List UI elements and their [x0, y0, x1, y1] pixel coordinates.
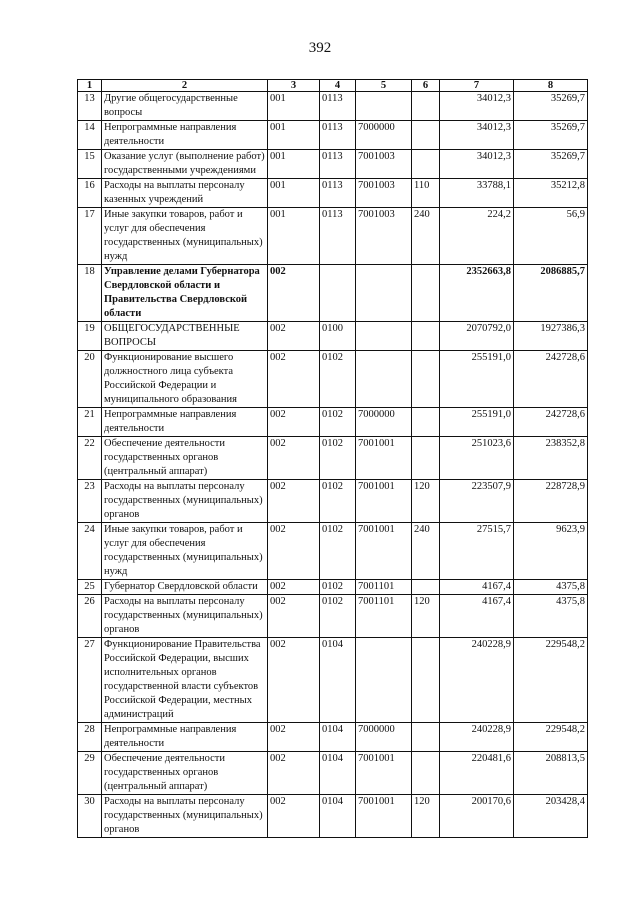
code-target	[356, 351, 412, 408]
code-expense-type: 120	[412, 595, 440, 638]
row-name: Оказание услуг (выполнение работ) государственными учреждениями	[102, 150, 268, 179]
row-name: Непрограммные направления деятельности	[102, 408, 268, 437]
column-header: 8	[514, 80, 588, 92]
amount-col7: 27515,7	[440, 523, 514, 580]
code-expense-type: 110	[412, 179, 440, 208]
code-target: 7001001	[356, 795, 412, 838]
code-target: 7000000	[356, 723, 412, 752]
page-number: 392	[308, 40, 332, 56]
row-number: 16	[78, 179, 102, 208]
amount-col7: 224,2	[440, 208, 514, 265]
code-ministry: 002	[268, 752, 320, 795]
row-name: Управление делами Губернатора Свердловской области и Правительства Свердловской области	[102, 265, 268, 322]
code-section: 0102	[320, 480, 356, 523]
amount-col8: 238352,8	[514, 437, 588, 480]
row-number: 26	[78, 595, 102, 638]
code-expense-type	[412, 638, 440, 723]
amount-col7: 255191,0	[440, 408, 514, 437]
amount-col7: 200170,6	[440, 795, 514, 838]
code-ministry: 002	[268, 795, 320, 838]
row-number: 19	[78, 322, 102, 351]
amount-col7: 4167,4	[440, 595, 514, 638]
row-name: Расходы на выплаты персоналу государственных (муниципальных) органов	[102, 595, 268, 638]
amount-col8: 4375,8	[514, 580, 588, 595]
row-number: 23	[78, 480, 102, 523]
amount-col8: 9623,9	[514, 523, 588, 580]
row-name: Обеспечение деятельности государственных органов (центральный аппарат)	[102, 752, 268, 795]
row-number: 27	[78, 638, 102, 723]
code-expense-type	[412, 351, 440, 408]
amount-col7: 34012,3	[440, 150, 514, 179]
code-section	[320, 265, 356, 322]
amount-col7: 2070792,0	[440, 322, 514, 351]
table-row	[78, 121, 588, 150]
row-name: Иные закупки товаров, работ и услуг для обеспечения государственных (муниципальных) нужд	[102, 523, 268, 580]
row-name: Другие общегосударственные вопросы	[102, 92, 268, 121]
code-section: 0100	[320, 322, 356, 351]
code-section: 0113	[320, 121, 356, 150]
code-expense-type: 120	[412, 795, 440, 838]
table-row	[78, 179, 588, 208]
code-expense-type	[412, 723, 440, 752]
code-section: 0104	[320, 795, 356, 838]
code-ministry: 001	[268, 92, 320, 121]
row-name: Обеспечение деятельности государственных органов (центральный аппарат)	[102, 437, 268, 480]
amount-col7: 34012,3	[440, 92, 514, 121]
code-ministry: 001	[268, 121, 320, 150]
code-ministry: 002	[268, 595, 320, 638]
code-target: 7001001	[356, 523, 412, 580]
code-ministry: 002	[268, 523, 320, 580]
row-name: Функционирование Правительства Российской Федерации, высших исполнительных органов государственной власти субъектов Российской Федерации, местных администраций	[102, 638, 268, 723]
code-target: 7001101	[356, 595, 412, 638]
code-expense-type	[412, 150, 440, 179]
code-section: 0102	[320, 351, 356, 408]
code-target: 7000000	[356, 408, 412, 437]
column-header: 4	[320, 80, 356, 92]
amount-col7: 33788,1	[440, 179, 514, 208]
row-name: Губернатор Свердловской области	[102, 580, 268, 595]
code-section: 0104	[320, 752, 356, 795]
table-row	[78, 795, 588, 838]
code-target	[356, 265, 412, 322]
row-number: 22	[78, 437, 102, 480]
code-target: 7000000	[356, 121, 412, 150]
amount-col8: 228728,9	[514, 480, 588, 523]
amount-col7: 220481,6	[440, 752, 514, 795]
row-name: Расходы на выплаты персоналу государственных (муниципальных) органов	[102, 795, 268, 838]
amount-col8: 242728,6	[514, 351, 588, 408]
code-expense-type	[412, 92, 440, 121]
column-header: 1	[78, 80, 102, 92]
amount-col7: 2352663,8	[440, 265, 514, 322]
code-expense-type	[412, 580, 440, 595]
column-header: 3	[268, 80, 320, 92]
table-row	[78, 150, 588, 179]
amount-col8: 35269,7	[514, 121, 588, 150]
row-number: 13	[78, 92, 102, 121]
table-row	[78, 580, 588, 595]
code-expense-type	[412, 322, 440, 351]
amount-col8: 242728,6	[514, 408, 588, 437]
table-row	[78, 480, 588, 523]
row-number: 18	[78, 265, 102, 322]
table-row	[78, 408, 588, 437]
row-number: 28	[78, 723, 102, 752]
amount-col8: 2086885,7	[514, 265, 588, 322]
code-expense-type	[412, 437, 440, 480]
row-name: Непрограммные направления деятельности	[102, 121, 268, 150]
code-expense-type	[412, 408, 440, 437]
code-expense-type	[412, 752, 440, 795]
code-ministry: 002	[268, 437, 320, 480]
code-ministry: 002	[268, 408, 320, 437]
code-target: 7001003	[356, 208, 412, 265]
row-name: Непрограммные направления деятельности	[102, 723, 268, 752]
code-target: 7001001	[356, 480, 412, 523]
row-number: 14	[78, 121, 102, 150]
table-row	[78, 752, 588, 795]
code-target: 7001001	[356, 437, 412, 480]
code-ministry: 001	[268, 150, 320, 179]
table-row	[78, 92, 588, 121]
row-number: 30	[78, 795, 102, 838]
table-row	[78, 523, 588, 580]
table-row	[78, 595, 588, 638]
code-ministry: 002	[268, 580, 320, 595]
row-number: 29	[78, 752, 102, 795]
amount-col8: 229548,2	[514, 723, 588, 752]
code-expense-type	[412, 265, 440, 322]
row-name: Функционирование высшего должностного лица субъекта Российской Федерации и муниципального образования	[102, 351, 268, 408]
code-section: 0113	[320, 92, 356, 121]
budget-table	[77, 79, 588, 838]
code-ministry: 001	[268, 208, 320, 265]
column-header: 6	[412, 80, 440, 92]
header-row	[78, 80, 588, 92]
code-target	[356, 638, 412, 723]
code-ministry: 001	[268, 179, 320, 208]
row-number: 20	[78, 351, 102, 408]
amount-col7: 34012,3	[440, 121, 514, 150]
code-target	[356, 92, 412, 121]
row-number: 21	[78, 408, 102, 437]
amount-col7: 255191,0	[440, 351, 514, 408]
code-section: 0102	[320, 437, 356, 480]
amount-col8: 4375,8	[514, 595, 588, 638]
column-header: 5	[356, 80, 412, 92]
code-ministry: 002	[268, 480, 320, 523]
code-section: 0113	[320, 150, 356, 179]
code-target: 7001001	[356, 752, 412, 795]
amount-col8: 1927386,3	[514, 322, 588, 351]
code-section: 0104	[320, 638, 356, 723]
code-section: 0102	[320, 595, 356, 638]
code-ministry: 002	[268, 265, 320, 322]
amount-col8: 56,9	[514, 208, 588, 265]
code-ministry: 002	[268, 638, 320, 723]
table-row	[78, 638, 588, 723]
code-section: 0102	[320, 523, 356, 580]
amount-col7: 240228,9	[440, 723, 514, 752]
table-row	[78, 723, 588, 752]
code-expense-type: 240	[412, 523, 440, 580]
table-row	[78, 351, 588, 408]
amount-col7: 4167,4	[440, 580, 514, 595]
row-number: 24	[78, 523, 102, 580]
code-expense-type: 120	[412, 480, 440, 523]
table-row	[78, 265, 588, 322]
amount-col8: 35269,7	[514, 92, 588, 121]
code-expense-type	[412, 121, 440, 150]
code-target: 7001101	[356, 580, 412, 595]
code-ministry: 002	[268, 322, 320, 351]
row-number: 15	[78, 150, 102, 179]
amount-col8: 208813,5	[514, 752, 588, 795]
row-name: ОБЩЕГОСУДАРСТВЕННЫЕ ВОПРОСЫ	[102, 322, 268, 351]
table-row	[78, 322, 588, 351]
code-expense-type: 240	[412, 208, 440, 265]
code-target	[356, 322, 412, 351]
code-section: 0113	[320, 208, 356, 265]
table-row	[78, 437, 588, 480]
code-section: 0113	[320, 179, 356, 208]
row-name: Расходы на выплаты персоналу государственных (муниципальных) органов	[102, 480, 268, 523]
column-header: 7	[440, 80, 514, 92]
code-ministry: 002	[268, 723, 320, 752]
amount-col7: 223507,9	[440, 480, 514, 523]
amount-col8: 35269,7	[514, 150, 588, 179]
column-header: 2	[102, 80, 268, 92]
code-section: 0104	[320, 723, 356, 752]
amount-col7: 240228,9	[440, 638, 514, 723]
code-ministry: 002	[268, 351, 320, 408]
code-target: 7001003	[356, 150, 412, 179]
row-name: Иные закупки товаров, работ и услуг для обеспечения государственных (муниципальных) нужд	[102, 208, 268, 265]
code-section: 0102	[320, 580, 356, 595]
amount-col8: 229548,2	[514, 638, 588, 723]
row-name: Расходы на выплаты персоналу казенных учреждений	[102, 179, 268, 208]
amount-col7: 251023,6	[440, 437, 514, 480]
row-number: 17	[78, 208, 102, 265]
code-target: 7001003	[356, 179, 412, 208]
table-row	[78, 208, 588, 265]
amount-col8: 203428,4	[514, 795, 588, 838]
code-section: 0102	[320, 408, 356, 437]
row-number: 25	[78, 580, 102, 595]
amount-col8: 35212,8	[514, 179, 588, 208]
